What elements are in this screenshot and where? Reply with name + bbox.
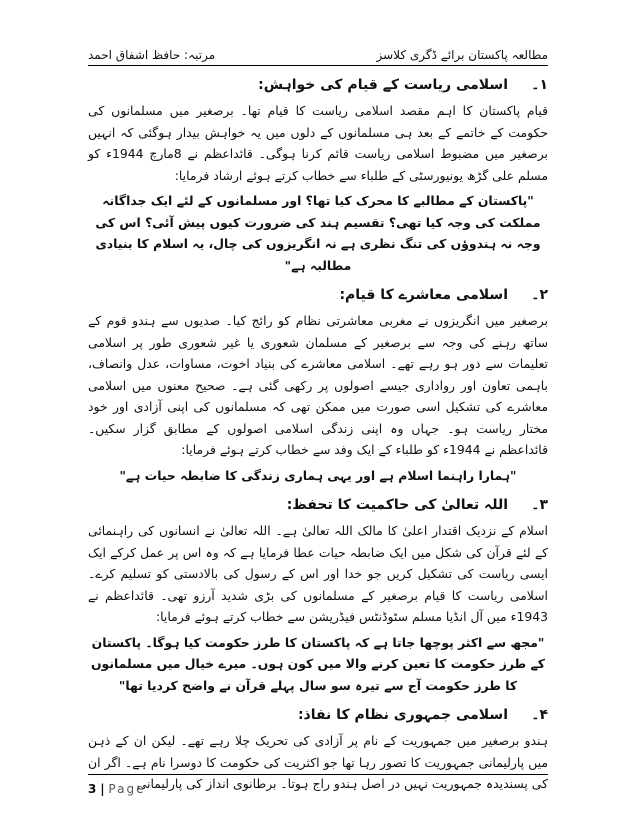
- page-footer: [88, 774, 548, 804]
- section-paragraph: ہندو برصغیر میں جمہوریت کے نام پر آزادی کی تحریک چلا رہے تھے۔ لیکن ان کے ذہن میں پارلیمانی جمہوریت کا تصور رہا تھا جو اکثریت کی حکومت کا دوسرا نام ہے۔ اگر ان کی پسندیدہ جمہوریت نہیں در اصل ہندو راج ہوتا۔ برطانوی انداز کی پارلیمانی: [88, 733, 548, 791]
- section-heading: [88, 70, 548, 100]
- page-number: 3: [88, 782, 97, 796]
- page-header: [88, 40, 548, 62]
- header-rule: [88, 65, 548, 66]
- section-number: ۲۔: [531, 287, 548, 303]
- section-heading: [88, 280, 548, 310]
- section-paragraph: اسلام کے نزدیک اقتدار اعلیٰ کا مالک اللہ تعالیٰ ہے۔ اللہ تعالیٰ نے انسانوں کی راہنمائی کے لئے قرآن کی شکل میں ایک ضابطہ حیات عطا فرمایا ہے کہ وہ اس پر عمل کرکے ایک ایسی ریاست کی تشکیل کریں جو خدا اور اس کے رسول کی بالادستی کو تسلیم کرے۔ اسلامی ریاست کا قیام برصغیر کے مسلمانوں کی بڑی شدید آرزو تھی۔ قائداعظم نے 1943ء میں آل انڈیا مسلم سٹوڈنٹس فیڈریشن سے خطاب کرتے ہوئے فرمایا:: [88, 523, 548, 624]
- section-2: [88, 280, 548, 486]
- page-word: Page: [108, 782, 146, 796]
- section-paragraph: برصغیر میں انگریزوں نے مغربی معاشرتی نظام کو رائج کیا۔ صدیوں سے ہندو قوم کے ساتھ رہنے کی وجہ سے برصغیر کے مسلمان شعوری یا غیر شعوری طور پر اسلامی تعلیمات سے دور ہو رہے تھے۔ اسلامی معاشرے کی بنیاد اخوت، مساوات، عدل وانصاف، باہمی تعاون اور رواداری جیسے اصولوں پر رکھی گئی ہے۔ صحیح معنوں میں اسلامی معاشرے کی تشکیل اسی صورت میں ممکن تھی کہ مسلمانوں کی اپنی آزادی اور خود مختار ریاست ہو۔ جہاں وہ اپنی زندگی اسلامی اصولوں کے مطابق گزار سکیں۔ قائداعظم نے 1944ء کو طلباء کے ایک وفد سے خطاب کرتے ہوئے فرمایا:: [88, 313, 548, 457]
- section-title: اللہ تعالیٰ کی حاکمیت کا تحفظ:: [286, 497, 508, 513]
- page-separator: |: [100, 782, 105, 796]
- header-book-title: مطالعہ پاکستان برائے ڈگری کلاسز: [376, 48, 548, 62]
- page-number-label: [88, 782, 145, 796]
- section-number: ۴۔: [531, 707, 548, 723]
- section-quote: "مجھ سے اکثر پوچھا جاتا ہے کہ پاکستان کا طرز حکومت کیا ہوگا۔ پاکستان کے طرز حکومت کا تعین کرنے والا میں کون ہوں۔ میرے خیال میں مسلمانوں کا طرز حکومت آج سے تیرہ سو سال پہلے قرآن نے واضح کردیا تھا": [90, 634, 546, 693]
- section-heading: [88, 700, 548, 730]
- section-3: [88, 490, 548, 696]
- section-paragraph: قیام پاکستان کا اہم مقصد اسلامی ریاست کا قیام تھا۔ برصغیر میں مسلمانوں کی حکومت کے خاتمے کے بعد ہی مسلمانوں کے دلوں میں یہ خواہش بیدار ہوگئی کہ انہیں برصغیر میں مضبوط اسلامی ریاست قائم کرنا ہوگی۔ قائداعظم نے 8مارچ 1944ء کو مسلم علی گڑھ یونیورسٹی کے طلباء سے خطاب کرتے ہوئے ارشاد فرمایا:: [88, 103, 548, 183]
- section-number: ۱۔: [531, 77, 548, 93]
- section-quote: "ہمارا راہنما اسلام ہے اور یہی ہماری زندگی کا ضابطہ حیات ہے": [119, 467, 517, 483]
- header-author: مرتبہ: حافظ اشفاق احمد: [88, 48, 216, 62]
- footer-rule: [88, 774, 548, 775]
- section-title: اسلامی ریاست کے قیام کی خواہش:: [258, 77, 508, 93]
- section-quote: "پاکستان کے مطالبے کا محرک کیا تھا؟ اور مسلمانوں کے لئے ایک جداگانہ مملکت کی وجہ کیا تھی؟ تقسیم ہند کی ضرورت کیوں پیش آئی؟ اس کی وجہ نہ ہندوؤں کی تنگ نظری ہے نہ انگریزوں کی چال، یہ اسلام کا بنیادی مطالبہ ہے": [95, 193, 541, 273]
- section-1: [88, 70, 548, 276]
- section-heading: [88, 490, 548, 520]
- section-title: اسلامی معاشرے کا قیام:: [339, 287, 508, 303]
- section-title: اسلامی جمہوری نظام کا نفاذ:: [297, 707, 508, 723]
- section-number: ۳۔: [531, 497, 548, 513]
